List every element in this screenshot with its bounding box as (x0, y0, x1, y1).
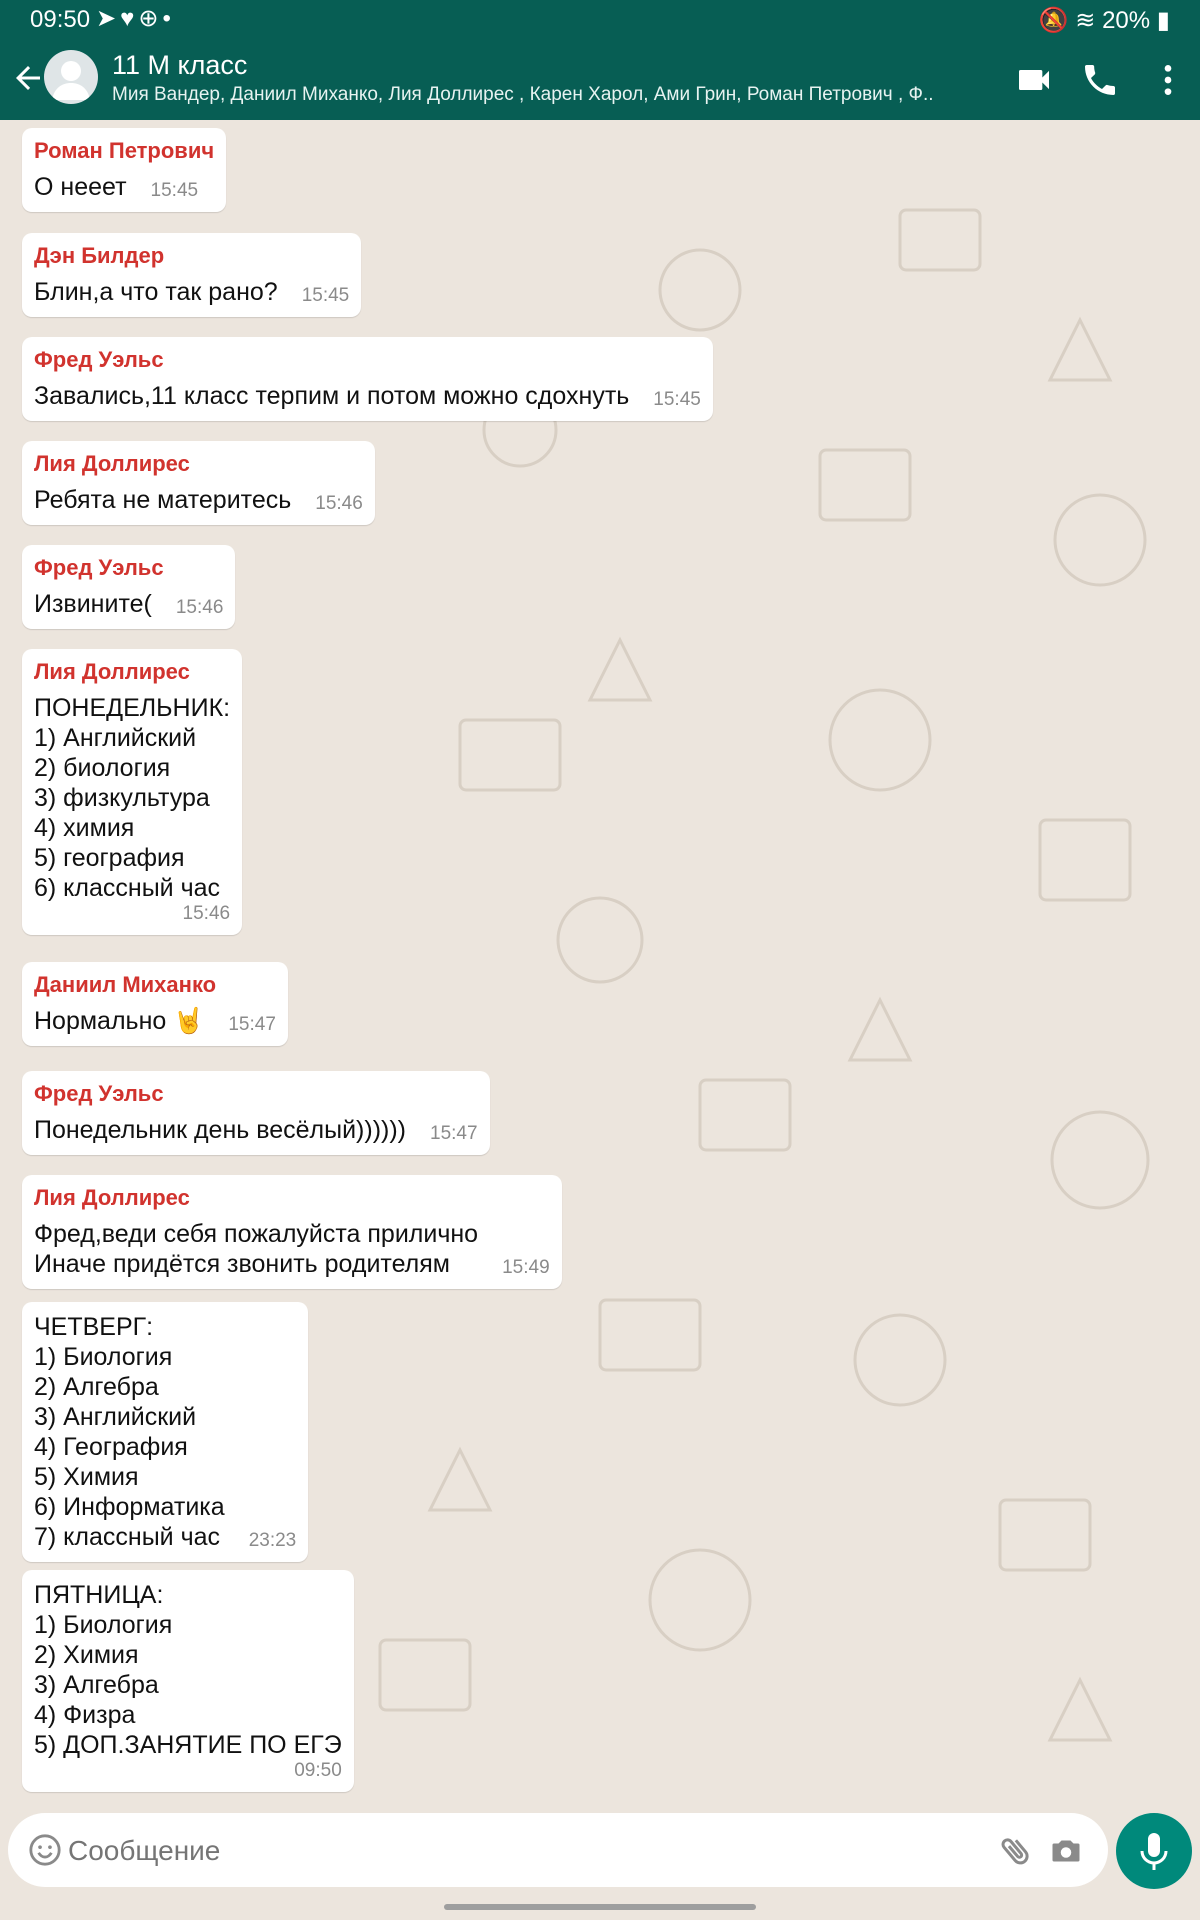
group-avatar[interactable] (44, 50, 98, 104)
system-nav-bar (0, 1890, 1200, 1920)
message-input-bar (8, 1813, 1108, 1887)
message-time: 15:47 (430, 1123, 478, 1144)
wifi-icon: ≋ (1075, 7, 1096, 34)
video-call-icon[interactable] (1014, 60, 1054, 100)
voice-record-button[interactable] (1116, 1813, 1192, 1889)
message-input[interactable] (68, 1835, 928, 1867)
message-bubble[interactable] (22, 649, 242, 935)
battery-percent: 20% (1102, 7, 1151, 34)
message-sender: Фред Уэльс (34, 347, 164, 372)
emoji-icon[interactable] (28, 1833, 62, 1867)
message-text: ПОНЕДЕЛЬНИК: 1) Английский 2) биология 3) физкультура 4) химия 5) география 6) классный час (34, 694, 231, 902)
message-bubble[interactable] (22, 441, 375, 525)
message-bubble[interactable] (22, 1302, 308, 1562)
voice-call-icon[interactable] (1080, 60, 1120, 100)
message-bubble[interactable] (22, 1175, 562, 1289)
message-bubble[interactable] (22, 962, 288, 1046)
message-sender: Дэн Билдер (34, 243, 165, 268)
message-sender: Фред Уэльс (34, 555, 164, 580)
camera-icon[interactable] (1048, 1833, 1084, 1869)
message-sender: Роман Петрович (34, 138, 215, 163)
status-bar (0, 0, 1200, 38)
chat-participants[interactable]: Мия Вандер, Даниил Миханко, Лия Доллирес , Карен Харол, Ами Грин, Роман Петрович , Ф.. (112, 84, 934, 105)
status-left-icons (96, 4, 175, 33)
message-time: 15:45 (301, 285, 350, 306)
message-bubble[interactable] (22, 1570, 354, 1792)
home-gesture-pill[interactable] (444, 1904, 756, 1910)
message-bubble[interactable] (22, 337, 713, 421)
microphone-icon (1116, 1813, 1192, 1889)
message-text: О нееет (34, 173, 127, 201)
message-time: 15:46 (175, 597, 224, 618)
heart-icon: ♥ (120, 5, 139, 32)
message-time: 09:50 (294, 1760, 342, 1781)
message-text: Завались,11 класс терпим и потом можно сдохнуть (34, 382, 630, 410)
message-bubble[interactable] (22, 545, 235, 629)
chat-title[interactable]: 11 М класс (112, 50, 248, 80)
message-text: Блин,а что так рано? (34, 278, 278, 306)
message-time: 15:45 (150, 180, 199, 201)
chat-header (0, 38, 1200, 120)
status-time: 09:50 (30, 6, 91, 33)
message-time: 15:46 (182, 903, 231, 924)
more-options-icon[interactable] (1148, 60, 1188, 100)
telegram-icon: ➤ (96, 5, 121, 32)
message-text: Нормально 🤘 (34, 1007, 205, 1035)
battery-icon: ▮ (1156, 7, 1170, 34)
message-sender: Лия Доллирес (34, 451, 190, 476)
status-right-icons (1039, 6, 1170, 35)
chat-area[interactable] (0, 120, 1200, 1810)
globe-icon: ⊕ (138, 5, 163, 32)
avatar-placeholder-icon (44, 50, 98, 104)
message-time: 23:23 (248, 1530, 297, 1551)
message-sender: Даниил Миханко (34, 972, 217, 997)
message-text: ЧЕТВЕРГ: 1) Биология 2) Алгебра 3) Английский 4) География 5) Химия 6) Информатика 7) классный час (34, 1313, 225, 1551)
message-text: Понедельник день весёлый)))))) (34, 1116, 407, 1144)
message-sender: Фред Уэльс (34, 1081, 164, 1106)
message-text: ПЯТНИЦА: 1) Биология 2) Химия 3) Алгебра 4) Физра 5) ДОП.ЗАНЯТИЕ ПО ЕГЭ (34, 1581, 342, 1759)
mute-icon: 🔕 (1038, 7, 1069, 34)
message-sender: Лия Доллирес (34, 659, 190, 684)
message-text: Ребята не материтесь (34, 486, 292, 514)
message-time: 15:46 (315, 493, 363, 514)
attach-icon[interactable] (998, 1833, 1034, 1869)
message-time: 15:45 (653, 389, 701, 410)
message-time: 15:47 (228, 1014, 276, 1035)
message-time: 15:49 (502, 1257, 550, 1278)
message-text: Фред,веди себя пожалуйста прилично Иначе придётся звонить родителям (34, 1220, 479, 1278)
message-bubble[interactable] (22, 128, 226, 212)
message-bubble[interactable] (22, 233, 361, 317)
dot-icon: • (162, 5, 175, 32)
message-sender: Лия Доллирес (34, 1185, 190, 1210)
back-arrow-icon[interactable] (10, 60, 46, 96)
message-bubble[interactable] (22, 1071, 490, 1155)
message-text: Извините( (34, 590, 152, 618)
